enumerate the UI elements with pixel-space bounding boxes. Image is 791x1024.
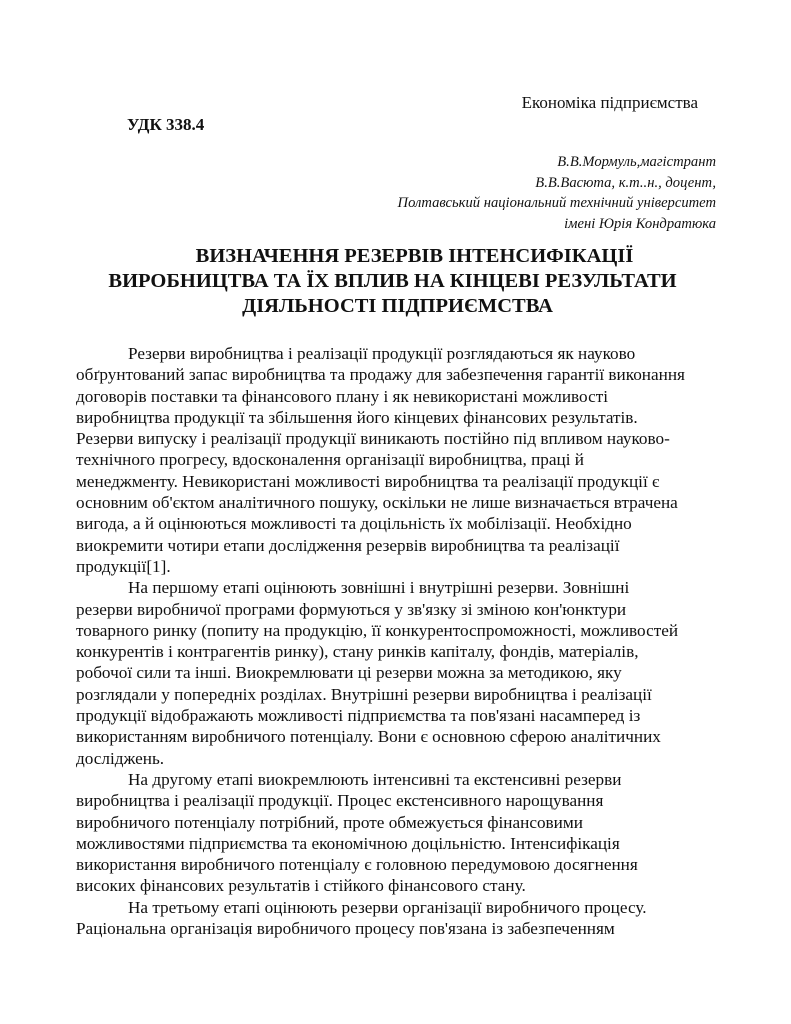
paragraph-1-line: технічного прогресу, вдосконалення організації виробництва, праці й bbox=[76, 450, 584, 470]
paragraph-1-line: менеджменту. Невикористані можливості виробництва та реалізації продукції є bbox=[76, 471, 660, 491]
paragraph-2-line: досліджень. bbox=[76, 748, 165, 768]
paragraph-3-line: використання виробничого потенціалу є головною передумовою досягнення bbox=[76, 855, 638, 875]
author-1: В.В.Мормуль,магістрант bbox=[557, 154, 716, 170]
paragraph-1-line: Резерви випуску і реалізації продукції виникають постійно під впливом науково- bbox=[76, 429, 670, 449]
paragraph-2-line: резерви виробничої програми формуються у зв'язку зі зміною кон'юнктури bbox=[76, 599, 627, 619]
article-body bbox=[76, 343, 736, 939]
authors-block bbox=[398, 152, 716, 234]
paragraph-1-line: договорів поставки та фінансового плану і як невикористані можливості bbox=[76, 386, 608, 406]
paragraph-2-line: продукції відображають можливості підприємства та пов'язані насамперед із bbox=[76, 706, 641, 726]
affiliation-name: імені Юрія Кондратюка bbox=[564, 215, 716, 232]
paragraph-3-line: можливостями підприємства та економічною доцільністю. Інтенсифікація bbox=[76, 833, 620, 853]
paragraph-1-line: виокремити чотири етапи дослідження резервів виробництва та реалізації bbox=[76, 535, 620, 555]
paragraph-2-line: робочої сили та інші. Виокремлювати ці резерви можна за методикою, яку bbox=[76, 663, 622, 683]
paragraph-3-line: виробництва і реалізації продукції. Процес екстенсивного нарощування bbox=[76, 791, 604, 811]
paragraph-1-line: основним об'єктом аналітичного пошуку, оскільки не лише визначається втрачена bbox=[76, 493, 678, 513]
paragraph-3-line: На другому етапі виокремлюють інтенсивні та екстенсивні резерви bbox=[128, 769, 622, 789]
author-2: В.В.Васюта, к.т..н., доцент, bbox=[535, 174, 716, 191]
paragraph-1-line: Резерви виробництва і реалізації продукції розглядаються як науково bbox=[128, 344, 636, 363]
paragraph-2-line: конкурентів і контрагентів ринку), стану ринків капіталу, фондів, матеріалів, bbox=[76, 642, 639, 662]
article-title bbox=[0, 244, 791, 319]
paragraph-1-line: виробництва продукції та збільшення його кінцевих фінансових результатів. bbox=[76, 407, 638, 427]
title-line-1: ВИЗНАЧЕННЯ РЕЗЕРВІВ ІНТЕНСИФІКАЦІЇ bbox=[195, 245, 634, 267]
affiliation: Полтавський національний технічний університет bbox=[397, 195, 716, 211]
udk-code: УДК 338.4 bbox=[127, 115, 205, 134]
paragraph-1-line: обґрунтований запас виробництва та продажу для забезпечення гарантії виконання bbox=[76, 365, 685, 385]
paragraph-2-line: На першому етапі оцінюють зовнішні і внутрішні резерви. Зовнішні bbox=[128, 578, 630, 598]
paragraph-2-line: використанням виробничого потенціалу. Вони є основною сферою аналітичних bbox=[76, 727, 661, 747]
paragraph-3-line: високих фінансових результатів і стійкого фінансового стану. bbox=[76, 876, 526, 896]
title-line-3: ДІЯЛЬНОСТІ ПІДПРИЄМСТВА bbox=[242, 295, 553, 317]
paragraph-3-line: виробничого потенціалу потрібний, проте обмежується фінансовими bbox=[76, 812, 583, 832]
title-line-2: ВИРОБНИЦТВА ТА ЇХ ВПЛИВ НА КІНЦЕВІ РЕЗУЛЬТАТИ bbox=[108, 270, 677, 292]
paragraph-4-line: На третьому етапі оцінюють резерви організації виробничого процесу. bbox=[128, 897, 647, 917]
paragraph-2-line: товарного ринку (попиту на продукцію, її конкурентоспроможності, можливостей bbox=[76, 620, 679, 640]
section-heading: Економіка підприємства bbox=[521, 93, 698, 112]
paragraph-1-line: вигода, а й оцінюються можливості та доцільність їх мобілізації. Необхідно bbox=[76, 514, 632, 534]
paragraph-2-line: розглядали у попередніх розділах. Внутрішні резерви виробництва і реалізації bbox=[76, 684, 652, 704]
paragraph-1-line: продукції[1]. bbox=[76, 556, 171, 576]
paragraph-4-line: Раціональна організація виробничого процесу пов'язана із забезпеченням bbox=[76, 919, 615, 939]
